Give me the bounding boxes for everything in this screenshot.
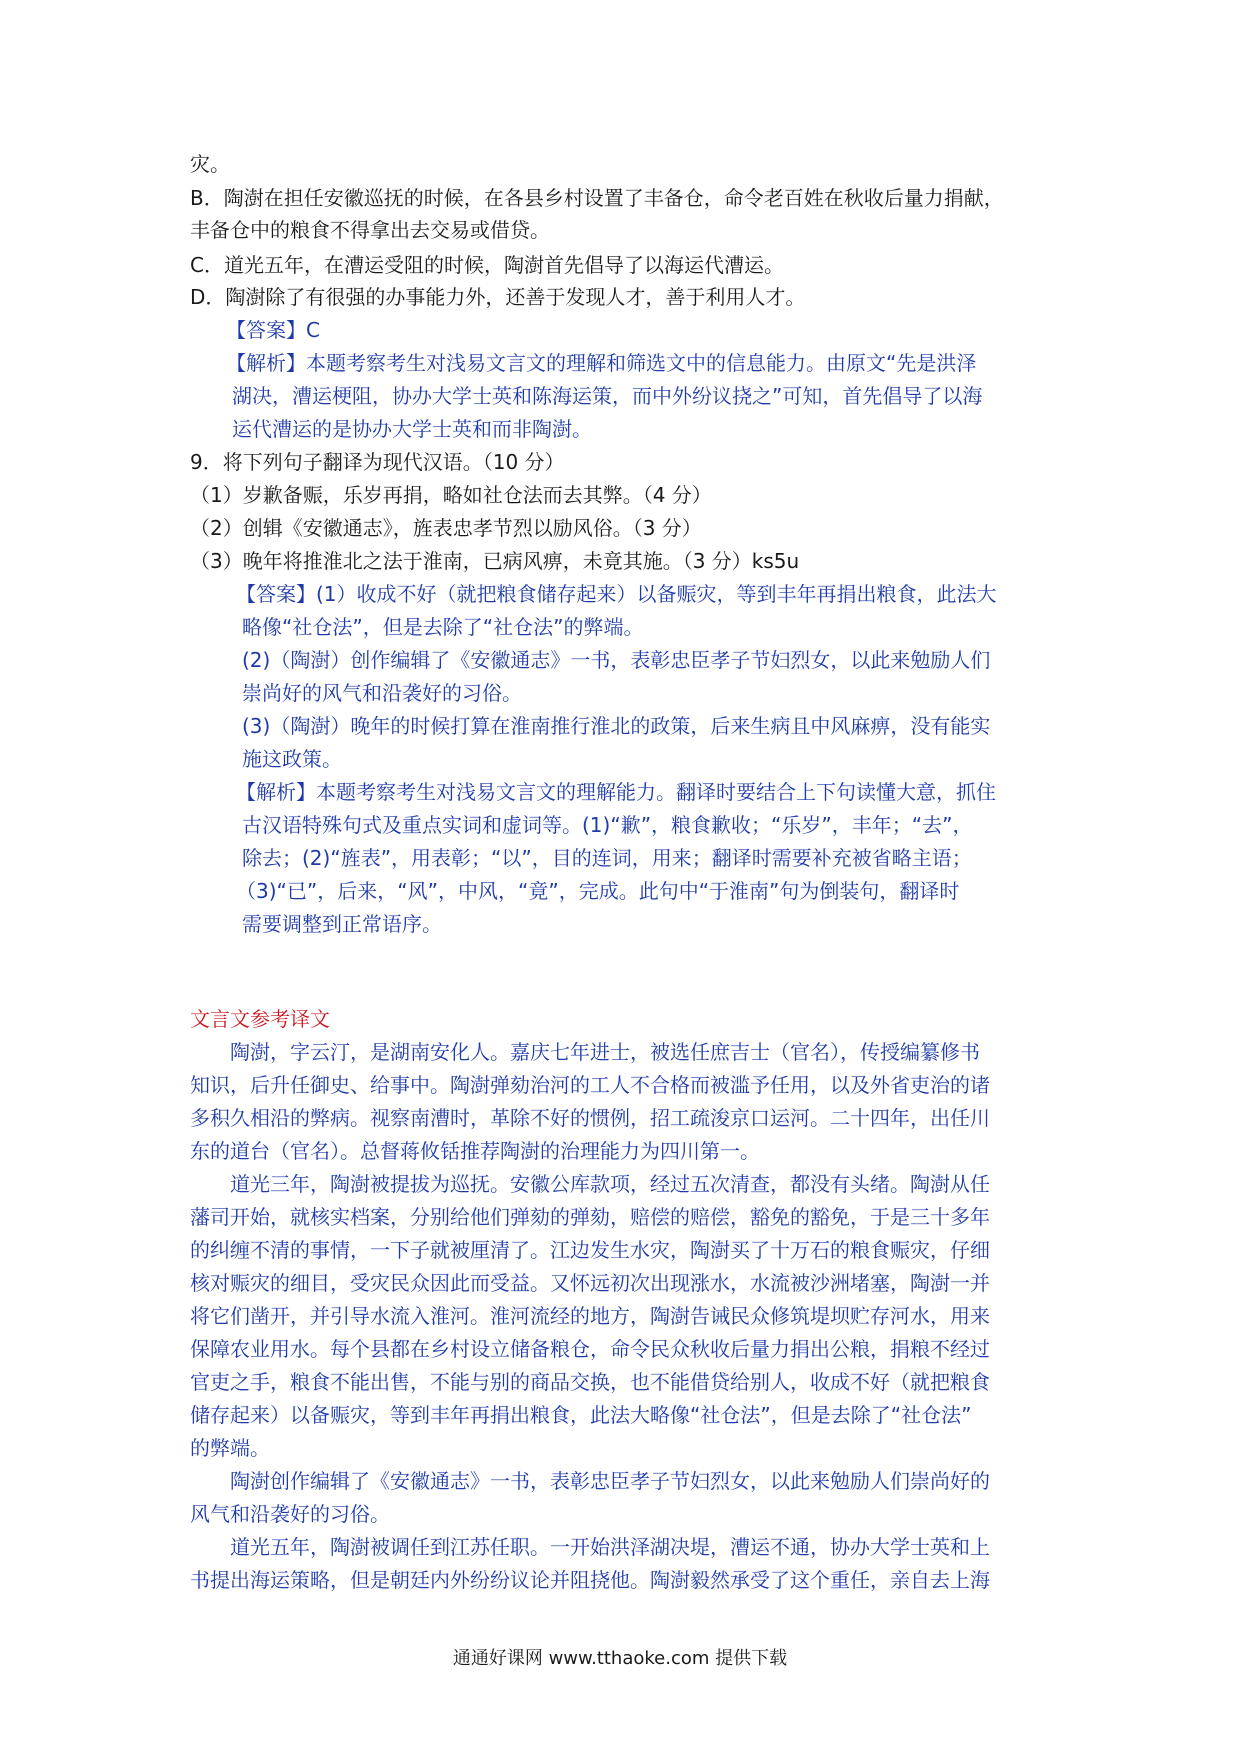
text-line: D．陶澍除了有很强的办事能力外，还善于发现人才，善于利用人才。 — [190, 285, 806, 309]
translation-line: 多积久相沿的弊病。视察南漕时，革除不好的惯例，招工疏浚京口运河。二十四年，出任川 — [190, 1106, 990, 1130]
section-title: 文言文参考译文 — [190, 1007, 330, 1031]
translation-line: 官吏之手，粮食不能出售，不能与别的商品交换，也不能借贷给别人，收成不好（就把粮食 — [190, 1370, 990, 1394]
translation-line: 藩司开始，就核实档案，分别给他们弹劾的弹劾，赔偿的赔偿，豁免的豁免，于是三十多年 — [190, 1205, 990, 1229]
answer-line: 崇尚好的风气和沿袭好的习俗。 — [242, 681, 522, 705]
text-line: 丰备仓中的粮食不得拿出去交易或借贷。 — [190, 218, 550, 242]
text-line: B．陶澍在担任安徽巡抚的时候，在各县乡村设置了丰备仓，命令老百姓在秋收后量力捐献， — [190, 186, 1004, 210]
analysis-line: 除去；(2)“旌表”，用表彰；“以”，目的连词，用来；翻译时需要补充被省略主语； — [242, 846, 972, 870]
answer-line: 【答案】C — [226, 318, 320, 342]
translation-line: 东的道台（官名）。总督蒋攸铦推荐陶澍的治理能力为四川第一。 — [190, 1139, 760, 1163]
question-item: （1）岁歉备赈，乐岁再捐，略如社仓法而去其弊。（4 分） — [190, 483, 712, 507]
translation-line: 核对赈灾的细目，受灾民众因此而受益。又怀远初次出现涨水，水流被沙洲堵塞，陶澍一并 — [190, 1271, 990, 1295]
answer-line: (2)（陶澍）创作编辑了《安徽通志》一书，表彰忠臣孝子节妇烈女，以此来勉励人们 — [242, 648, 991, 672]
analysis-line: 湖决，漕运梗阻，协办大学士英和陈海运策，而中外纷议挠之”可知，首先倡导了以海 — [232, 384, 983, 408]
question-heading: 9．将下列句子翻译为现代汉语。（10 分） — [190, 450, 565, 474]
analysis-line: 需要调整到正常语序。 — [242, 912, 442, 936]
translation-line: 道光五年，陶澍被调任到江苏任职。一开始洪泽湖决堤，漕运不通，协办大学士英和上 — [230, 1535, 990, 1559]
translation-line: 风气和沿袭好的习俗。 — [190, 1502, 390, 1526]
text-line: C．道光五年，在漕运受阻的时候，陶澍首先倡导了以海运代漕运。 — [190, 253, 784, 277]
analysis-line: （3)“已”，后来，“风”，中风，“竟”，完成。此句中“于淮南”句为倒装句，翻译时 — [236, 879, 960, 903]
answer-line: 【答案】(1）收成不好（就把粮食储存起来）以备赈灾，等到丰年再捐出粮食，此法大 — [236, 582, 997, 606]
translation-line: 将它们凿开，并引导水流入淮河。淮河流经的地方，陶澍告诫民众修筑堤坝贮存河水，用来 — [190, 1304, 990, 1328]
analysis-line: 运代漕运的是协办大学士英和而非陶澍。 — [232, 417, 592, 441]
page-footer: 通通好课网 www.tthaoke.com 提供下载 — [452, 1648, 788, 1669]
translation-line: 书提出海运策略，但是朝廷内外纷纷议论并阻挠他。陶澍毅然承受了这个重任，亲自去上海 — [190, 1568, 990, 1592]
translation-line: 道光三年，陶澍被提拔为巡抚。安徽公库款项，经过五次清查，都没有头绪。陶澍从任 — [230, 1172, 990, 1196]
analysis-line: 【解析】本题考察考生对浅易文言文的理解能力。翻译时要结合上下句读懂大意，抓住 — [236, 780, 996, 804]
translation-line: 的弊端。 — [190, 1436, 270, 1460]
translation-line: 储存起来）以备赈灾，等到丰年再捐出粮食，此法大略像“社仓法”，但是去除了“社仓法” — [190, 1403, 972, 1427]
analysis-line: 【解析】本题考察考生对浅易文言文的理解和筛选文中的信息能力。由原文“先是洪泽 — [226, 351, 977, 375]
text-line: 灾。 — [190, 152, 230, 176]
question-item: （3）晚年将推淮北之法于淮南，已病风痹，未竟其施。（3 分）ks5u — [190, 549, 800, 573]
answer-line: 施这政策。 — [242, 747, 342, 771]
question-item: （2）创辑《安徽通志》，旌表忠孝节烈以励风俗。（3 分） — [190, 516, 702, 540]
answer-line: 略像“社仓法”，但是去除了“社仓法”的弊端。 — [242, 615, 644, 639]
translation-line: 陶澍，字云汀，是湖南安化人。嘉庆七年进士，被选任庶吉士（官名），传授编纂修书 — [230, 1040, 980, 1064]
translation-line: 陶澍创作编辑了《安徽通志》一书，表彰忠臣孝子节妇烈女，以此来勉励人们崇尚好的 — [230, 1469, 990, 1493]
translation-line: 保障农业用水。每个县都在乡村设立储备粮仓，命令民众秋收后量力捐出公粮，捐粮不经过 — [190, 1337, 990, 1361]
answer-line: (3)（陶澍）晚年的时候打算在淮南推行淮北的政策，后来生病且中风麻痹，没有能实 — [242, 714, 991, 738]
translation-line: 知识，后升任御史、给事中。陶澍弹劾治河的工人不合格而被滥予任用，以及外省吏治的诸 — [190, 1073, 990, 1097]
analysis-line: 古汉语特殊句式及重点实词和虚词等。(1)“歉”，粮食歉收；“乐岁”，丰年；“去”， — [242, 813, 973, 837]
translation-line: 的纠缠不清的事情，一下子就被厘清了。江边发生水灾，陶澍买了十万石的粮食赈灾，仔细 — [190, 1238, 990, 1262]
